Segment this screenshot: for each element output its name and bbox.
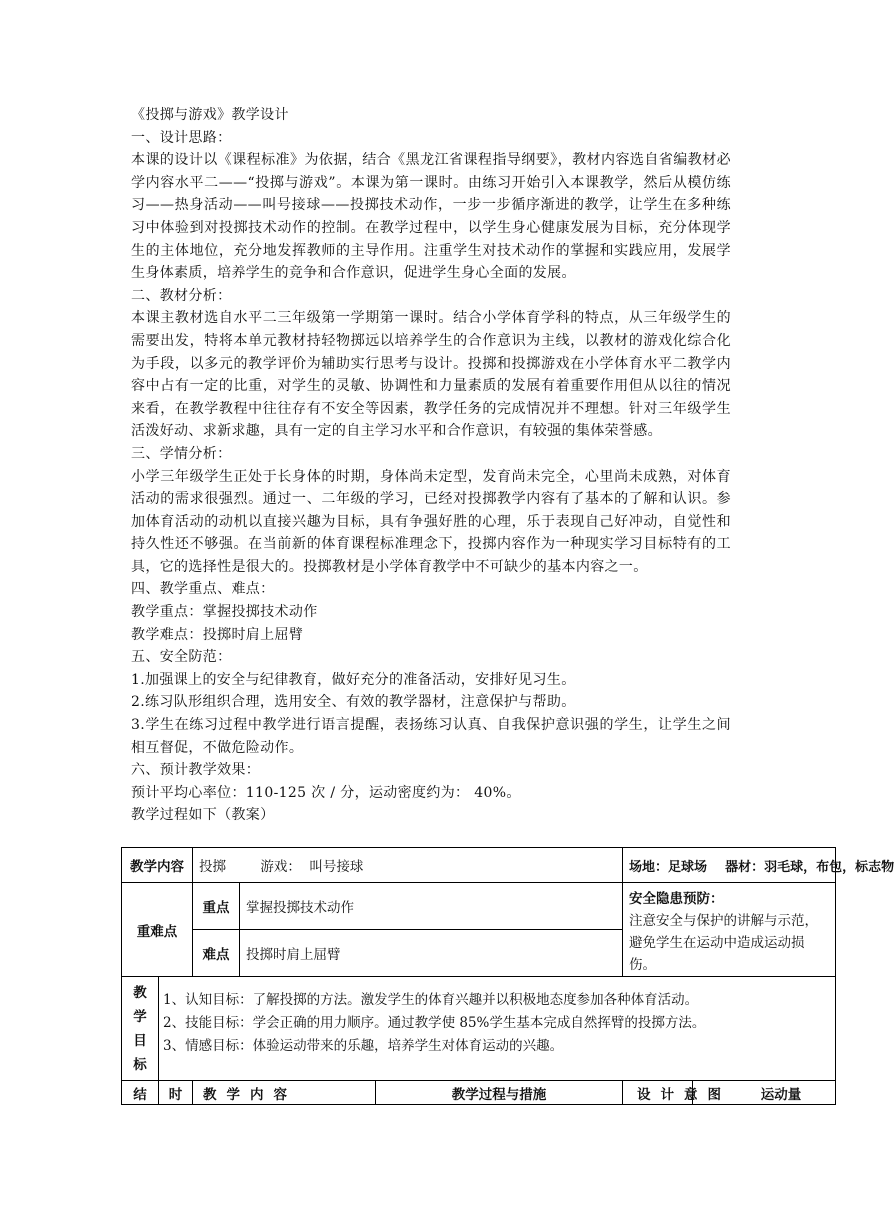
document-body	[131, 104, 731, 827]
goals-label-char: 教	[133, 984, 147, 1001]
header-time: 时	[159, 1081, 193, 1105]
section-paragraph: 小学三年级学生正处于长身体的时期，身体尚未定型，发育尚未完全，心里尚未成熟，对体育活动的需求很强烈。通过一、二年级的学习，已经对投掷教学内容有了基本的了解和认识。参加体育活动的动机以直接兴趣为目标，具有争强好胜的心理，乐于表现自己好冲动，自觉性和持久性还不够强。在当前新的体育课程标准理念下，投掷内容作为一种现实学习目标特有的工具，它的选择性是很大的。投掷教材是小学体育教学中不可缺少的基本内容之一。	[131, 468, 731, 575]
safety-text: 注意安全与保护的讲解与示范，避免学生在运动中造成运动损伤。	[629, 913, 818, 973]
section-paragraph: 本课的设计以《课程标准》为依据，结合《黑龙江省课程指导纲要》，教材内容选自省编教材必学内容水平二——“投掷与游戏”。本课为第一课时。由练习开始引入本课教学，然后从模仿练习——热身活动——叫号接球——投掷技术动作，一步一步循序渐进的教学，让学生在多种练习中体验到对投掷技术动作的控制。在教学过程中，以学生身心健康发展为目标，充分体现学生的主体地位，充分地发挥教师的主导作用。注重学生对技术动作的掌握和实践应用，发展学生身体素质，培养学生的竞争和合作意识，促进学生身心全面的发展。	[131, 152, 731, 282]
goals-label-char: 目	[133, 1032, 147, 1049]
difficulty-label: 难点	[193, 930, 240, 977]
safety-title: 安全隐患预防：	[629, 891, 724, 907]
key-point-line: 教学重点：掌握投掷技术动作	[131, 604, 318, 621]
goal-item: 2、技能目标：学会正确的用力顺序。通过教学使 85%学生基本完成自然挥臂的投掷方法。	[163, 1015, 706, 1031]
goals-label-char: 学	[133, 1008, 147, 1025]
goals-label	[122, 977, 159, 1081]
section-heading: 三、学情分析：	[131, 445, 232, 462]
focus-value: 掌握投掷技术动作	[240, 883, 623, 930]
header-structure: 结	[122, 1081, 159, 1105]
content-label: 教学内容	[122, 848, 193, 883]
header-intent: 设计意图	[623, 1081, 693, 1105]
key-difficulty-label: 重难点	[122, 883, 193, 977]
section-heading: 二、教材分析：	[131, 287, 232, 304]
safety-item: 3.学生在练习过程中教学进行语言提醒，表扬练习认真、自我保护意识强的学生，让学生之间相互督促，不做危险动作。	[131, 717, 731, 756]
doc-title: 《投掷与游戏》教学设计	[131, 107, 289, 123]
table-intro: 教学过程如下（教案）	[131, 807, 275, 824]
section-heading: 一、设计思路：	[131, 129, 232, 146]
table-row	[122, 883, 836, 930]
section-heading: 六、预计教学效果：	[131, 762, 261, 779]
section-heading: 四、教学重点、难点：	[131, 581, 275, 598]
header-content: 教学内容	[193, 1081, 376, 1105]
goal-item: 1、认知目标：了解投掷的方法。激发学生的体育兴趣并以积极地态度参加各种体育活动。	[163, 992, 699, 1008]
header-process: 教学过程与措施	[376, 1081, 623, 1105]
table-row	[122, 977, 836, 1081]
section-paragraph: 本课主教材选自水平二三年级第一学期第一课时。结合小学体育学科的特点，从三年级学生的需要出发，特将本单元教材持轻物掷远以培养学生的合作意识为主线，以教材的游戏化综合化为手段，以多元的教学评价为辅助实行思考与设计。投掷和投掷游戏在小学体育水平二教学内容中占有一定的比重，对学生的灵敏、协调性和力量素质的发展有着重要作用但从以往的情况来看，在教学教程中往往存有不安全等因素，教学任务的完成情况并不理想。针对三年级学生活泼好动、求新求趣，具有一定的自主学习水平和合作意识，有较强的集体荣誉感。	[131, 310, 731, 440]
safety-cell	[623, 883, 836, 977]
safety-item: 1.加强课上的安全与纪律教育，做好充分的准备活动，安排好见习生。	[131, 671, 576, 688]
section-heading: 五、安全防范：	[131, 649, 232, 666]
content-value: 投掷 游戏： 叫号接球	[193, 848, 623, 883]
goals-list	[159, 977, 836, 1081]
safety-item: 2.练习队形组织合理，选用安全、有效的教学器材，注意保护与帮助。	[131, 694, 576, 711]
table-header-row	[122, 1081, 836, 1105]
difficulty-value: 投掷时肩上屈臂	[240, 930, 623, 977]
lesson-plan-table	[121, 847, 894, 1105]
difficult-point-line: 教学难点：投掷时肩上屈臂	[131, 626, 304, 643]
expected-effect-line: 预计平均心率位：110-125 次 / 分，运动密度约为： 40%。	[131, 784, 521, 801]
table-row	[122, 848, 836, 883]
header-load: 运动量	[693, 1081, 836, 1105]
venue-equipment: 场地：足球场 器材：羽毛球，布包，标志物	[623, 848, 836, 883]
focus-label: 重点	[193, 883, 240, 930]
goals-label-char: 标	[133, 1056, 147, 1073]
goal-item: 3、情感目标：体验运动带来的乐趣，培养学生对体育运动的兴趣。	[163, 1038, 564, 1054]
